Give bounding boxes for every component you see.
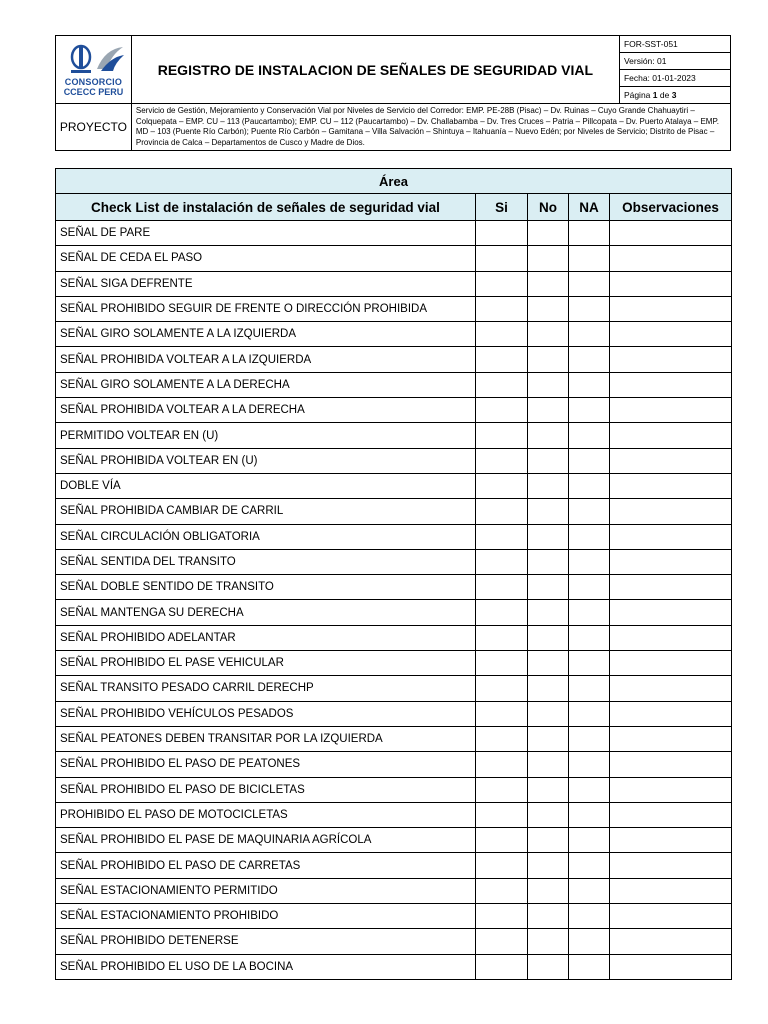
cell-na[interactable] bbox=[569, 802, 610, 827]
cell-si[interactable] bbox=[476, 726, 528, 751]
cell-observaciones[interactable] bbox=[610, 322, 732, 347]
page-total: 3 bbox=[671, 90, 677, 100]
table-row bbox=[56, 499, 732, 524]
table-row bbox=[56, 271, 732, 296]
cell-no[interactable] bbox=[528, 372, 569, 397]
cell-na[interactable] bbox=[569, 954, 610, 979]
cell-no[interactable] bbox=[528, 347, 569, 372]
cell-na[interactable] bbox=[569, 878, 610, 903]
cell-no[interactable] bbox=[528, 524, 569, 549]
cell-na[interactable] bbox=[569, 246, 610, 271]
cell-no[interactable] bbox=[528, 549, 569, 574]
table-row bbox=[56, 347, 732, 372]
checklist-item-label: SEÑAL PROHIBIDO ADELANTAR bbox=[56, 625, 476, 650]
cell-observaciones[interactable] bbox=[610, 398, 732, 423]
table-row bbox=[56, 777, 732, 802]
column-header-checklist: Check List de instalación de señales de seguridad vial bbox=[56, 194, 476, 221]
cell-observaciones[interactable] bbox=[610, 549, 732, 574]
cell-si[interactable] bbox=[476, 246, 528, 271]
cell-na[interactable] bbox=[569, 651, 610, 676]
cell-si[interactable] bbox=[476, 372, 528, 397]
table-row bbox=[56, 524, 732, 549]
cell-observaciones[interactable] bbox=[610, 423, 732, 448]
cell-na[interactable] bbox=[569, 499, 610, 524]
cell-no[interactable] bbox=[528, 499, 569, 524]
cell-no[interactable] bbox=[528, 575, 569, 600]
cell-si[interactable] bbox=[476, 423, 528, 448]
cell-si[interactable] bbox=[476, 549, 528, 574]
page-prefix: Página bbox=[623, 90, 653, 100]
cell-si[interactable] bbox=[476, 473, 528, 498]
cell-na[interactable] bbox=[569, 423, 610, 448]
checklist-item-label: SEÑAL SIGA DEFRENTE bbox=[56, 271, 476, 296]
cell-si[interactable] bbox=[476, 701, 528, 726]
cell-no[interactable] bbox=[528, 701, 569, 726]
cell-na[interactable] bbox=[569, 904, 610, 929]
cell-na[interactable] bbox=[569, 929, 610, 954]
cell-observaciones[interactable] bbox=[610, 904, 732, 929]
page-number bbox=[619, 87, 730, 104]
cell-observaciones[interactable] bbox=[610, 726, 732, 751]
cell-si[interactable] bbox=[476, 954, 528, 979]
table-row bbox=[56, 878, 732, 903]
checklist-item-label: DOBLE VÍA bbox=[56, 473, 476, 498]
cell-no[interactable] bbox=[528, 398, 569, 423]
document-date: Fecha: 01-01-2023 bbox=[619, 70, 730, 87]
column-header-na: NA bbox=[569, 194, 610, 221]
table-row bbox=[56, 423, 732, 448]
column-header-si: Si bbox=[476, 194, 528, 221]
document-code: FOR-SST-051 bbox=[619, 36, 730, 53]
cell-na[interactable] bbox=[569, 676, 610, 701]
checklist-item-label: SEÑAL CIRCULACIÓN OBLIGATORIA bbox=[56, 524, 476, 549]
cell-observaciones[interactable] bbox=[610, 221, 732, 246]
table-row bbox=[56, 221, 732, 246]
cell-observaciones[interactable] bbox=[610, 828, 732, 853]
cell-si[interactable] bbox=[476, 676, 528, 701]
table-row bbox=[56, 473, 732, 498]
checklist-item-label: SEÑAL PROHIBIDO DETENERSE bbox=[56, 929, 476, 954]
cell-observaciones[interactable] bbox=[610, 752, 732, 777]
cell-si[interactable] bbox=[476, 499, 528, 524]
checklist-item-label: SEÑAL PROHIBIDO EL PASO DE CARRETAS bbox=[56, 853, 476, 878]
checklist-item-label: SEÑAL DE PARE bbox=[56, 221, 476, 246]
cell-observaciones[interactable] bbox=[610, 701, 732, 726]
checklist-table bbox=[55, 168, 732, 980]
checklist-item-label: SEÑAL PROHIBIDA CAMBIAR DE CARRIL bbox=[56, 499, 476, 524]
cell-no[interactable] bbox=[528, 246, 569, 271]
project-description: Servicio de Gestión, Mejoramiento y Conservación Vial por Niveles de Servicio del Corredor: EMP. PE-28B (Pisac) – Dv. Ruinas – Cuyo Grande Chahuaytiri – Colquepata – EMP. CU – 113 (Paucartambo); EMP. CU – 112 (Paucartambo) – Dv. Challabamba – Dv. Tres Cruces – Patria – Pillcopata – Dv. Puerto Atalaya – EMP. MD – 103 (Puente Río Carbón); Puente Río Carbón – Gamitana – Villa Salvación – Shintuya – Itahuanía – Nuevo Edén; por Niveles de Servicio; Distrito de Pisac – Provincia de Calca – Departamentos de Cusco y Madre de Dios. bbox=[131, 104, 730, 151]
table-row bbox=[56, 828, 732, 853]
cell-na[interactable] bbox=[569, 853, 610, 878]
cell-no[interactable] bbox=[528, 828, 569, 853]
cell-no[interactable] bbox=[528, 853, 569, 878]
table-row bbox=[56, 752, 732, 777]
cell-si[interactable] bbox=[476, 347, 528, 372]
checklist-item-label: SEÑAL PROHIBIDA VOLTEAR A LA DERECHA bbox=[56, 398, 476, 423]
cell-observaciones[interactable] bbox=[610, 347, 732, 372]
cell-no[interactable] bbox=[528, 473, 569, 498]
checklist-item-label: SEÑAL PROHIBIDO VEHÍCULOS PESADOS bbox=[56, 701, 476, 726]
checklist-item-label: SEÑAL PROHIBIDO EL PASO DE BICICLETAS bbox=[56, 777, 476, 802]
table-row bbox=[56, 575, 732, 600]
cell-no[interactable] bbox=[528, 777, 569, 802]
checklist-item-label: SEÑAL PROHIBIDO EL PASE VEHICULAR bbox=[56, 651, 476, 676]
cell-na[interactable] bbox=[569, 271, 610, 296]
table-row bbox=[56, 296, 732, 321]
table-row bbox=[56, 625, 732, 650]
cell-observaciones[interactable] bbox=[610, 372, 732, 397]
cell-observaciones[interactable] bbox=[610, 575, 732, 600]
checklist-item-label: SEÑAL ESTACIONAMIENTO PERMITIDO bbox=[56, 878, 476, 903]
checklist-item-label: SEÑAL PROHIBIDO EL PASE DE MAQUINARIA AGRÍCOLA bbox=[56, 828, 476, 853]
cell-na[interactable] bbox=[569, 398, 610, 423]
cell-si[interactable] bbox=[476, 625, 528, 650]
table-row bbox=[56, 246, 732, 271]
cell-observaciones[interactable] bbox=[610, 878, 732, 903]
cell-observaciones[interactable] bbox=[610, 802, 732, 827]
cell-na[interactable] bbox=[569, 448, 610, 473]
logo-text-consorcio: CONSORCIO bbox=[64, 76, 123, 87]
table-row bbox=[56, 651, 732, 676]
checklist-item-label: SEÑAL PROHIBIDO EL PASO DE PEATONES bbox=[56, 752, 476, 777]
cell-observaciones[interactable] bbox=[610, 271, 732, 296]
cell-observaciones[interactable] bbox=[610, 853, 732, 878]
checklist-item-label: SEÑAL TRANSITO PESADO CARRIL DERECHP bbox=[56, 676, 476, 701]
cell-observaciones[interactable] bbox=[610, 676, 732, 701]
table-row bbox=[56, 701, 732, 726]
cell-observaciones[interactable] bbox=[610, 296, 732, 321]
cell-na[interactable] bbox=[569, 221, 610, 246]
cell-no[interactable] bbox=[528, 322, 569, 347]
cell-observaciones[interactable] bbox=[610, 651, 732, 676]
cell-no[interactable] bbox=[528, 726, 569, 751]
cell-si[interactable] bbox=[476, 524, 528, 549]
table-row bbox=[56, 904, 732, 929]
table-row bbox=[56, 549, 732, 574]
cell-observaciones[interactable] bbox=[610, 448, 732, 473]
checklist-item-label: SEÑAL PROHIBIDA VOLTEAR A LA IZQUIERDA bbox=[56, 347, 476, 372]
checklist-item-label: SEÑAL GIRO SOLAMENTE A LA IZQUIERDA bbox=[56, 322, 476, 347]
table-row bbox=[56, 726, 732, 751]
cell-observaciones[interactable] bbox=[610, 929, 732, 954]
document-header bbox=[55, 35, 731, 151]
cell-observaciones[interactable] bbox=[610, 777, 732, 802]
cell-no[interactable] bbox=[528, 954, 569, 979]
table-row bbox=[56, 853, 732, 878]
table-row bbox=[56, 954, 732, 979]
cell-observaciones[interactable] bbox=[610, 473, 732, 498]
cell-no[interactable] bbox=[528, 651, 569, 676]
page-current: 1 bbox=[652, 90, 658, 100]
cell-observaciones[interactable] bbox=[610, 625, 732, 650]
checklist-body bbox=[56, 221, 732, 980]
logo-text-ccecc: CCECC PERU bbox=[63, 86, 124, 97]
cell-na[interactable] bbox=[569, 372, 610, 397]
cell-na[interactable] bbox=[569, 777, 610, 802]
cell-si[interactable] bbox=[476, 600, 528, 625]
checklist-item-label: SEÑAL GIRO SOLAMENTE A LA DERECHA bbox=[56, 372, 476, 397]
table-row bbox=[56, 600, 732, 625]
cell-no[interactable] bbox=[528, 929, 569, 954]
page-of: de bbox=[657, 90, 672, 100]
cell-observaciones[interactable] bbox=[610, 499, 732, 524]
column-header-no: No bbox=[528, 194, 569, 221]
checklist-item-label: SEÑAL MANTENGA SU DERECHA bbox=[56, 600, 476, 625]
area-header: Área bbox=[56, 169, 732, 194]
checklist-item-label: SEÑAL PEATONES DEBEN TRANSITAR POR LA IZQUIERDA bbox=[56, 726, 476, 751]
checklist-item-label: SEÑAL PROHIBIDO EL USO DE LA BOCINA bbox=[56, 954, 476, 979]
cell-na[interactable] bbox=[569, 322, 610, 347]
cell-si[interactable] bbox=[476, 398, 528, 423]
cell-no[interactable] bbox=[528, 271, 569, 296]
cell-si[interactable] bbox=[476, 777, 528, 802]
cell-na[interactable] bbox=[569, 701, 610, 726]
cell-na[interactable] bbox=[569, 828, 610, 853]
cell-no[interactable] bbox=[528, 676, 569, 701]
cell-si[interactable] bbox=[476, 828, 528, 853]
cell-no[interactable] bbox=[528, 423, 569, 448]
table-row bbox=[56, 398, 732, 423]
cell-na[interactable] bbox=[569, 296, 610, 321]
cell-na[interactable] bbox=[569, 524, 610, 549]
cell-si[interactable] bbox=[476, 296, 528, 321]
cell-si[interactable] bbox=[476, 929, 528, 954]
cell-si[interactable] bbox=[476, 271, 528, 296]
checklist-item-label: SEÑAL PROHIBIDO SEGUIR DE FRENTE O DIRECCIÓN PROHIBIDA bbox=[56, 296, 476, 321]
table-row bbox=[56, 802, 732, 827]
cell-si[interactable] bbox=[476, 752, 528, 777]
cell-observaciones[interactable] bbox=[610, 954, 732, 979]
table-row bbox=[56, 448, 732, 473]
cell-si[interactable] bbox=[476, 802, 528, 827]
cell-observaciones[interactable] bbox=[610, 524, 732, 549]
cell-observaciones[interactable] bbox=[610, 600, 732, 625]
cell-no[interactable] bbox=[528, 752, 569, 777]
cell-na[interactable] bbox=[569, 347, 610, 372]
table-row bbox=[56, 322, 732, 347]
cell-si[interactable] bbox=[476, 904, 528, 929]
cell-na[interactable] bbox=[569, 549, 610, 574]
checklist-item-label: SEÑAL ESTACIONAMIENTO PROHIBIDO bbox=[56, 904, 476, 929]
cell-no[interactable] bbox=[528, 448, 569, 473]
cell-na[interactable] bbox=[569, 752, 610, 777]
cell-no[interactable] bbox=[528, 802, 569, 827]
cell-no[interactable] bbox=[528, 904, 569, 929]
project-label: PROYECTO bbox=[56, 104, 132, 151]
checklist-item-label: PROHIBIDO EL PASO DE MOTOCICLETAS bbox=[56, 802, 476, 827]
document-title: REGISTRO DE INSTALACION DE SEÑALES DE SEGURIDAD VIAL bbox=[131, 36, 619, 104]
checklist-item-label: SEÑAL DOBLE SENTIDO DE TRANSITO bbox=[56, 575, 476, 600]
checklist-item-label: SEÑAL SENTIDA DEL TRANSITO bbox=[56, 549, 476, 574]
cell-na[interactable] bbox=[569, 726, 610, 751]
cell-si[interactable] bbox=[476, 853, 528, 878]
cell-observaciones[interactable] bbox=[610, 246, 732, 271]
cell-si[interactable] bbox=[476, 221, 528, 246]
cell-na[interactable] bbox=[569, 625, 610, 650]
cell-na[interactable] bbox=[569, 600, 610, 625]
cell-si[interactable] bbox=[476, 448, 528, 473]
cell-no[interactable] bbox=[528, 600, 569, 625]
cell-si[interactable] bbox=[476, 322, 528, 347]
checklist-item-label: PERMITIDO VOLTEAR EN (U) bbox=[56, 423, 476, 448]
logo-cell bbox=[56, 36, 132, 104]
table-row bbox=[56, 372, 732, 397]
cell-no[interactable] bbox=[528, 625, 569, 650]
document-version: Versión: 01 bbox=[619, 53, 730, 70]
cell-si[interactable] bbox=[476, 878, 528, 903]
checklist-item-label: SEÑAL DE CEDA EL PASO bbox=[56, 246, 476, 271]
cell-no[interactable] bbox=[528, 221, 569, 246]
column-header-observaciones: Observaciones bbox=[610, 194, 732, 221]
cell-na[interactable] bbox=[569, 473, 610, 498]
table-row bbox=[56, 676, 732, 701]
company-logo bbox=[56, 43, 131, 97]
checklist-item-label: SEÑAL PROHIBIDA VOLTEAR EN (U) bbox=[56, 448, 476, 473]
cell-na[interactable] bbox=[569, 575, 610, 600]
cell-no[interactable] bbox=[528, 878, 569, 903]
cell-si[interactable] bbox=[476, 651, 528, 676]
table-row bbox=[56, 929, 732, 954]
cell-si[interactable] bbox=[476, 575, 528, 600]
consorcio-logo-icon bbox=[61, 43, 125, 77]
cell-no[interactable] bbox=[528, 296, 569, 321]
